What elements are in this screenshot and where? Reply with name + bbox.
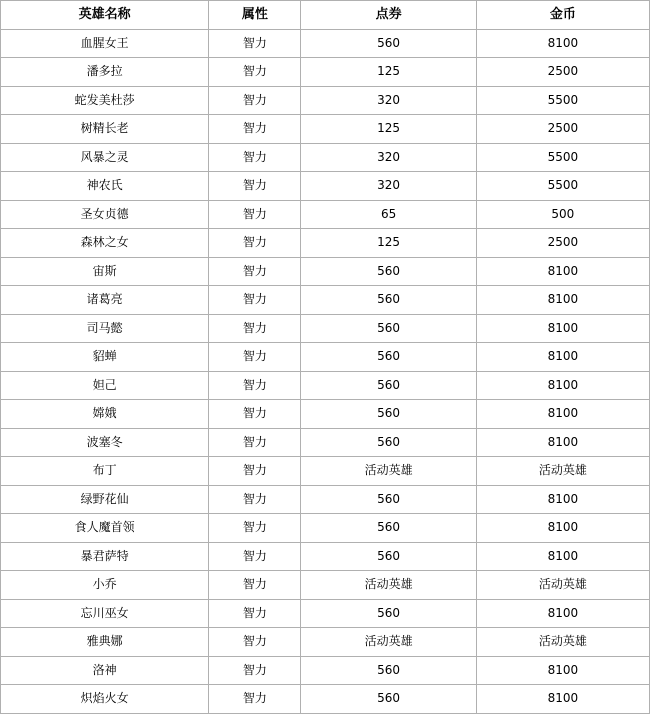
table-header-row <box>1 1 650 30</box>
cell-coupon: 320 <box>301 143 476 172</box>
cell-hero-name: 嫦娥 <box>1 400 209 429</box>
cell-coupon: 320 <box>301 172 476 201</box>
cell-coupon: 560 <box>301 257 476 286</box>
cell-coupon: 560 <box>301 514 476 543</box>
cell-gold: 8100 <box>476 514 649 543</box>
table-row <box>1 286 650 315</box>
cell-gold: 8100 <box>476 343 649 372</box>
cell-gold: 8100 <box>476 685 649 714</box>
cell-attribute: 智力 <box>209 172 301 201</box>
cell-gold: 8100 <box>476 314 649 343</box>
table-row <box>1 542 650 571</box>
cell-attribute: 智力 <box>209 599 301 628</box>
cell-coupon: 560 <box>301 314 476 343</box>
cell-gold: 2500 <box>476 115 649 144</box>
table-row <box>1 685 650 714</box>
table-row <box>1 229 650 258</box>
cell-hero-name: 风暴之灵 <box>1 143 209 172</box>
cell-gold: 2500 <box>476 58 649 87</box>
cell-gold: 8100 <box>476 485 649 514</box>
cell-attribute: 智力 <box>209 542 301 571</box>
cell-coupon: 560 <box>301 286 476 315</box>
cell-gold: 活动英雄 <box>476 457 649 486</box>
cell-hero-name: 波塞冬 <box>1 428 209 457</box>
cell-gold: 500 <box>476 200 649 229</box>
cell-coupon: 活动英雄 <box>301 457 476 486</box>
table-row <box>1 58 650 87</box>
cell-attribute: 智力 <box>209 457 301 486</box>
table-row <box>1 257 650 286</box>
table-row <box>1 599 650 628</box>
table-row <box>1 115 650 144</box>
cell-hero-name: 潘多拉 <box>1 58 209 87</box>
cell-gold: 8100 <box>476 656 649 685</box>
cell-hero-name: 司马懿 <box>1 314 209 343</box>
table-row <box>1 571 650 600</box>
cell-coupon: 560 <box>301 656 476 685</box>
table-row <box>1 656 650 685</box>
cell-attribute: 智力 <box>209 143 301 172</box>
cell-coupon: 活动英雄 <box>301 571 476 600</box>
cell-gold: 活动英雄 <box>476 628 649 657</box>
column-header-attribute: 属性 <box>209 1 301 30</box>
cell-attribute: 智力 <box>209 314 301 343</box>
cell-hero-name: 貂蝉 <box>1 343 209 372</box>
column-header-gold: 金币 <box>476 1 649 30</box>
cell-hero-name: 雅典娜 <box>1 628 209 657</box>
cell-gold: 8100 <box>476 257 649 286</box>
cell-hero-name: 小乔 <box>1 571 209 600</box>
cell-hero-name: 诸葛亮 <box>1 286 209 315</box>
cell-coupon: 125 <box>301 229 476 258</box>
cell-coupon: 560 <box>301 542 476 571</box>
cell-attribute: 智力 <box>209 115 301 144</box>
cell-gold: 8100 <box>476 542 649 571</box>
cell-coupon: 560 <box>301 400 476 429</box>
table-row <box>1 29 650 58</box>
cell-gold: 5500 <box>476 143 649 172</box>
cell-hero-name: 暴君萨特 <box>1 542 209 571</box>
cell-hero-name: 圣女贞德 <box>1 200 209 229</box>
cell-coupon: 320 <box>301 86 476 115</box>
table-row <box>1 314 650 343</box>
cell-attribute: 智力 <box>209 343 301 372</box>
cell-gold: 8100 <box>476 400 649 429</box>
cell-coupon: 125 <box>301 115 476 144</box>
table-row <box>1 514 650 543</box>
cell-hero-name: 树精长老 <box>1 115 209 144</box>
cell-coupon: 65 <box>301 200 476 229</box>
cell-gold: 8100 <box>476 29 649 58</box>
table-row <box>1 343 650 372</box>
table-row <box>1 400 650 429</box>
column-header-hero-name: 英雄名称 <box>1 1 209 30</box>
cell-coupon: 560 <box>301 685 476 714</box>
cell-hero-name: 妲己 <box>1 371 209 400</box>
cell-coupon: 560 <box>301 428 476 457</box>
table-row <box>1 200 650 229</box>
table-row <box>1 485 650 514</box>
cell-attribute: 智力 <box>209 286 301 315</box>
cell-attribute: 智力 <box>209 428 301 457</box>
cell-gold: 8100 <box>476 428 649 457</box>
cell-hero-name: 布丁 <box>1 457 209 486</box>
cell-attribute: 智力 <box>209 58 301 87</box>
cell-hero-name: 血腥女王 <box>1 29 209 58</box>
table-row <box>1 143 650 172</box>
cell-hero-name: 神农氏 <box>1 172 209 201</box>
cell-attribute: 智力 <box>209 628 301 657</box>
cell-gold: 8100 <box>476 599 649 628</box>
cell-gold: 2500 <box>476 229 649 258</box>
cell-attribute: 智力 <box>209 200 301 229</box>
cell-coupon: 560 <box>301 343 476 372</box>
cell-hero-name: 食人魔首领 <box>1 514 209 543</box>
cell-coupon: 125 <box>301 58 476 87</box>
cell-attribute: 智力 <box>209 656 301 685</box>
table-body <box>1 29 650 713</box>
cell-hero-name: 洛神 <box>1 656 209 685</box>
cell-attribute: 智力 <box>209 685 301 714</box>
cell-hero-name: 炽焰火女 <box>1 685 209 714</box>
column-header-coupon: 点券 <box>301 1 476 30</box>
cell-hero-name: 宙斯 <box>1 257 209 286</box>
cell-attribute: 智力 <box>209 257 301 286</box>
cell-hero-name: 森林之女 <box>1 229 209 258</box>
cell-coupon: 560 <box>301 29 476 58</box>
table-row <box>1 371 650 400</box>
cell-gold: 8100 <box>476 286 649 315</box>
table-row <box>1 428 650 457</box>
cell-attribute: 智力 <box>209 86 301 115</box>
cell-coupon: 560 <box>301 485 476 514</box>
cell-attribute: 智力 <box>209 485 301 514</box>
cell-attribute: 智力 <box>209 571 301 600</box>
cell-gold: 8100 <box>476 371 649 400</box>
cell-hero-name: 蛇发美杜莎 <box>1 86 209 115</box>
table-row <box>1 457 650 486</box>
cell-gold: 活动英雄 <box>476 571 649 600</box>
cell-gold: 5500 <box>476 86 649 115</box>
cell-hero-name: 绿野花仙 <box>1 485 209 514</box>
table-row <box>1 172 650 201</box>
cell-hero-name: 忘川巫女 <box>1 599 209 628</box>
table-row <box>1 628 650 657</box>
cell-coupon: 560 <box>301 599 476 628</box>
cell-gold: 5500 <box>476 172 649 201</box>
cell-attribute: 智力 <box>209 371 301 400</box>
cell-coupon: 活动英雄 <box>301 628 476 657</box>
cell-attribute: 智力 <box>209 29 301 58</box>
cell-attribute: 智力 <box>209 400 301 429</box>
table-row <box>1 86 650 115</box>
cell-attribute: 智力 <box>209 514 301 543</box>
cell-coupon: 560 <box>301 371 476 400</box>
table-header <box>1 1 650 30</box>
cell-attribute: 智力 <box>209 229 301 258</box>
